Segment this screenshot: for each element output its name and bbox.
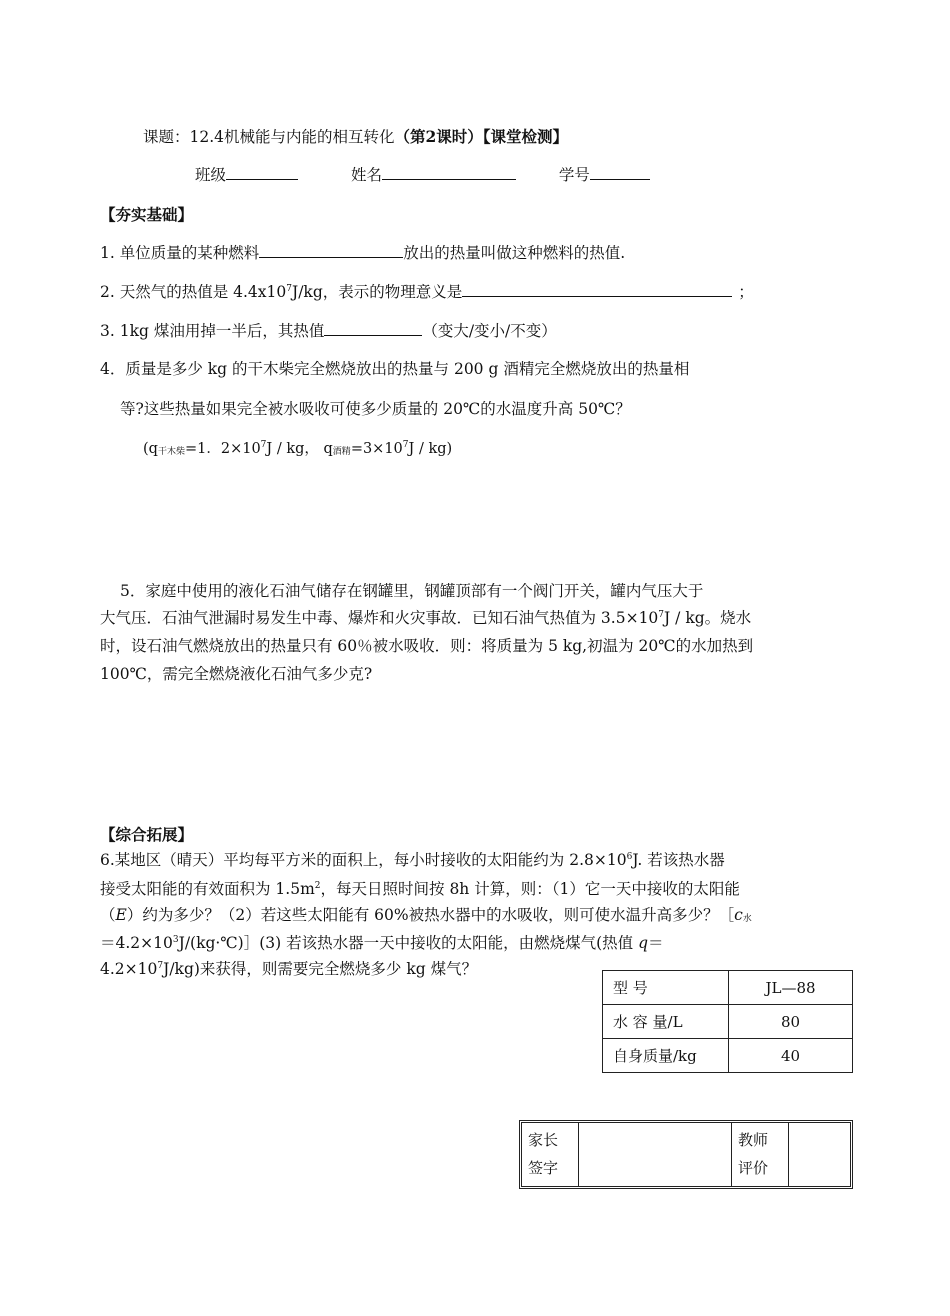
q6-l2-a: 接受太阳能的有效面积为 1.5m [100,880,315,898]
question-5-line-2 [100,606,751,628]
q6-l3-a: （ [100,906,116,924]
parent-sign-field[interactable] [579,1123,732,1186]
table-row [603,1005,853,1039]
q6-l5-exp: 7 [157,961,164,971]
parent-label-line2: 签字 [528,1159,559,1177]
name-blank[interactable] [382,163,516,180]
q6-l2-b: ，每天日照时间按 8h 计算，则：（1）它一天中接收的太阳能 [320,880,740,898]
q4-exp2: 7 [402,440,409,450]
teacher-label-line1: 教师 [738,1131,769,1149]
page-title [143,125,568,147]
q6-l1-a: 6.某地区（晴天）平均每平方米的面积上，每小时接收的太阳能约为 2.8×10 [100,851,627,869]
question-5-line-3: 时，设石油气燃烧放出的热量只有 60％被水吸收．则：将质量为 5 kg,初温为 20℃的水加热到 [100,637,754,655]
q2-mid: J/kg，表示的物理意义是 [292,283,463,301]
class-blank[interactable] [226,163,298,180]
q5-line2-exp: 7 [658,610,665,620]
q6-l2-exp: 2 [314,881,321,891]
title-lesson: （第2课时）【课堂检测】 [394,127,569,146]
q4-given-open: (q [143,441,158,457]
class-label: 班级 [195,166,227,184]
q2-suffix: ； [738,283,754,301]
question-4-given [143,437,452,458]
number-blank[interactable] [590,163,650,180]
question-5-line-1: 5．家庭中使用的液化石油气储存在钢罐里，钢罐顶部有一个阀门开关，罐内气压大于 [120,582,704,600]
q6-l4-exp: 3 [172,935,179,945]
q2-exp: 7 [286,284,292,294]
title-prefix: 课题：12.4机械能与内能的相互转化 [143,128,395,146]
q6-l3-c: c [734,906,743,924]
question-6-line-4 [100,931,664,953]
question-6-line-3 [100,903,752,925]
q1-suffix: 放出的热量叫做这种燃料的热值. [403,244,626,262]
question-1 [100,241,625,263]
q6-l4-q: q [638,934,649,952]
q6-l3-b: ）约为多少？（2）若这些太阳能有 60%被热水器中的水吸收，则可使水温升高多少？［ [126,906,735,924]
parent-sign-label [522,1123,579,1186]
q4-given-mid3: =3×10 [350,441,403,457]
number-label: 学号 [558,166,590,184]
section-heading-extension: 【综合拓展】 [100,825,194,844]
question-3 [100,319,557,341]
q5-line2-b: J / kg。烧水 [664,609,752,627]
table-row [603,1039,853,1073]
q6-l1-exp: 6 [626,852,633,862]
q2-blank[interactable] [462,280,732,297]
spec-label: 水 容 量/L [603,1005,729,1039]
q6-l4-b: J/(kg·℃)］(3) 若该热水器一天中接收的太阳能，由燃烧煤气(热值 [178,934,639,952]
q4-given-mid2: J / kg， q [266,441,333,457]
teacher-eval-label [732,1123,789,1186]
q4-given-end: J / kg) [408,441,453,457]
teacher-label-line2: 评价 [738,1159,769,1177]
question-4-line-1: 4．质量是多少 kg 的干木柴完全燃烧放出的热量与 200 g 酒精完全燃烧放出的热量相 [100,360,690,378]
question-6-line-2 [100,877,740,899]
teacher-eval-field[interactable] [789,1123,850,1186]
q4-sub-wood: 干木柴 [157,447,185,457]
q4-exp1: 7 [260,440,267,450]
parent-label-line1: 家长 [528,1131,559,1149]
q4-given-mid1: =1．2×10 [184,441,261,457]
q5-line2-a: 大气压．石油气泄漏时易发生中毒、爆炸和火灾事故．已知石油气热值为 3.5×10 [100,609,659,627]
q1-blank[interactable] [259,241,403,258]
spec-label: 型 号 [603,971,729,1005]
spec-value: 80 [729,1005,853,1039]
name-label: 姓名 [350,166,382,184]
q1-prefix: 1. 单位质量的某种燃料 [100,244,260,262]
section-heading-basics: 【夯实基础】 [100,205,194,224]
question-4-line-2: 等?这些热量如果完全被水吸收可使多少质量的 20℃的水温度升高 50℃？ [120,400,631,418]
q4-sub-alcohol: 酒精 [332,447,351,457]
q6-l5-a: 4.2×10 [100,960,158,978]
q6-l3-e: E [115,906,127,924]
table-row [603,971,853,1005]
q6-l3-sub: 水 [742,914,752,924]
q6-l4-a: ＝4.2×10 [100,934,173,952]
student-info-row [195,163,650,185]
q3-suffix: （变大/变小/不变） [422,322,557,340]
table-row [522,1123,850,1186]
spec-value: 40 [729,1039,853,1073]
question-2 [100,280,754,302]
question-5-line-4: 100℃，需完全燃烧液化石油气多少克? [100,665,373,683]
question-6-line-1 [100,848,725,870]
signature-table [519,1120,853,1189]
q2-prefix: 2. 天然气的热值是 4.4x10 [100,283,287,301]
spec-value: JL—88 [729,971,853,1005]
q3-prefix: 3. 1kg 煤油用掉一半后，其热值 [100,322,325,340]
q6-l4-c: ＝ [648,934,664,952]
q3-blank[interactable] [324,319,422,336]
spec-label: 自身质量/kg [603,1039,729,1073]
question-6-line-5 [100,957,477,979]
water-heater-spec-table [602,970,853,1073]
q6-l5-b: J/kg)来获得，则需要完全燃烧多少 kg 煤气？ [163,960,478,978]
q6-l1-b: J. 若该热水器 [632,851,725,869]
